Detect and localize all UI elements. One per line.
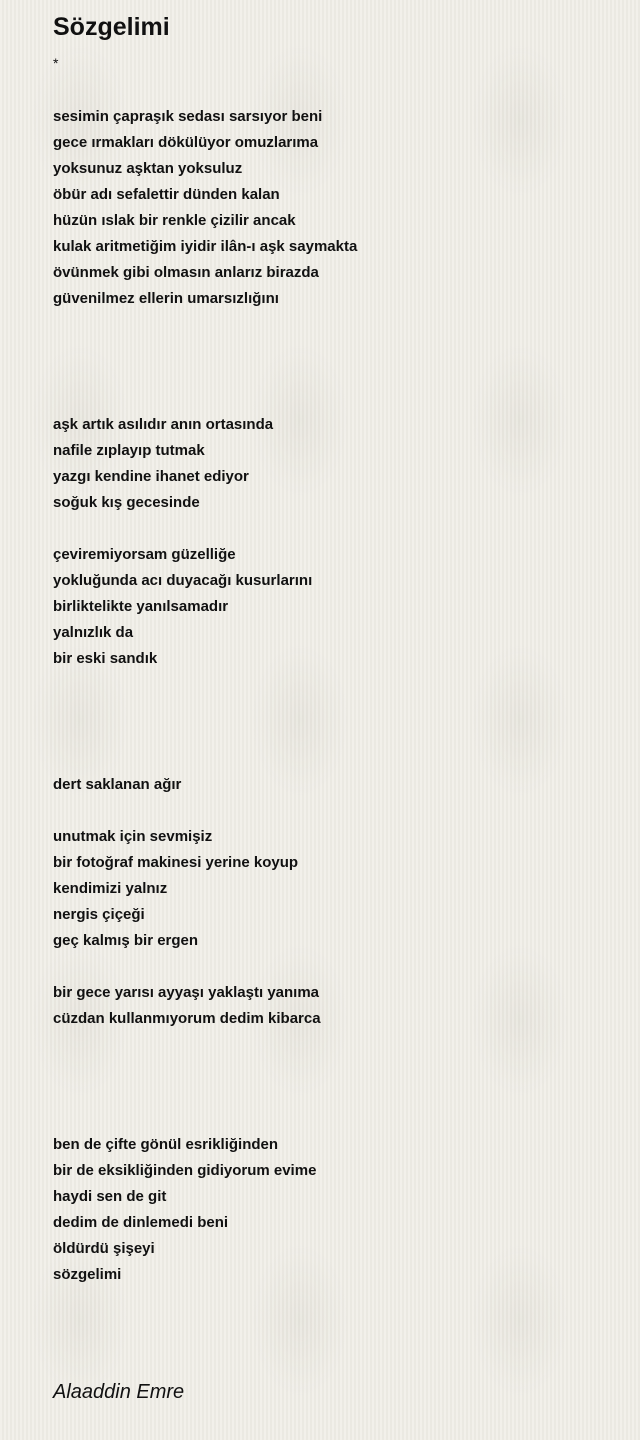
poem-line: soğuk kış gecesinde	[53, 494, 200, 511]
poem-line: yokluğunda acı duyacağı kusurlarını	[53, 572, 313, 589]
poem-line: bir gece yarısı ayyaşı yaklaştı yanıma	[53, 984, 320, 1001]
stanza-6	[53, 980, 613, 1032]
poem-line: unutmak için sevmişiz	[53, 828, 213, 845]
poem-line: öbür adı sefalettir dünden kalan	[53, 186, 280, 203]
poem-line: yoksunuz aşktan yoksuluz	[53, 160, 243, 177]
stanza-7	[53, 1132, 613, 1288]
poem-line: aşk artık asılıdır anın ortasında	[53, 416, 274, 433]
poem-line: hüzün ıslak bir renkle çizilir ancak	[53, 212, 296, 229]
poem-line: dert saklanan ağır	[53, 776, 182, 793]
poem-line: kendimizi yalnız	[53, 880, 168, 897]
poem-line: haydi sen de git	[53, 1188, 167, 1205]
poem-marker: *	[53, 55, 59, 71]
stanza-3	[53, 542, 613, 672]
poem-line: övünmek gibi olmasın anlarız birazda	[53, 264, 319, 281]
poem-line: bir eski sandık	[53, 650, 158, 667]
poem-line: yazgı kendine ihanet ediyor	[53, 468, 249, 485]
poem-body	[53, 104, 613, 1288]
poem-line: kulak aritmetiğim iyidir ilân-ı aşk saymakta	[53, 238, 358, 255]
poem-author: Alaaddin Emre	[53, 1381, 185, 1403]
stanza-gap	[53, 1032, 613, 1132]
poem-line: öldürdü şişeyi	[53, 1240, 155, 1257]
poem-line: bir de eksikliğinden gidiyorum evime	[53, 1162, 317, 1179]
stanza-gap	[53, 312, 613, 412]
poem-line: çeviremiyorsam güzelliğe	[53, 546, 236, 563]
poem-line: nergis çiçeği	[53, 906, 145, 923]
poem-line: bir fotoğraf makinesi yerine koyup	[53, 854, 299, 871]
poem-line: ben de çifte gönül esrikliğinden	[53, 1136, 279, 1153]
poem-line: gece ırmakları dökülüyor omuzlarıma	[53, 134, 319, 151]
poem-line: sesimin çapraşık sedası sarsıyor beni	[53, 108, 323, 125]
stanza-1	[53, 104, 613, 312]
stanza-gap	[53, 516, 613, 542]
stanza-gap	[53, 672, 613, 772]
poem-title: Sözgelimi	[53, 13, 170, 41]
poem-line: cüzdan kullanmıyorum dedim kibarca	[53, 1010, 321, 1027]
poem-line: birliktelikte yanılsamadır	[53, 598, 229, 615]
stanza-2	[53, 412, 613, 516]
poem-line: geç kalmış bir ergen	[53, 932, 199, 949]
poem-line: güvenilmez ellerin umarsızlığını	[53, 290, 279, 307]
poem-line: nafile zıplayıp tutmak	[53, 442, 205, 459]
stanza-4	[53, 772, 613, 798]
stanza-gap	[53, 954, 613, 980]
stanza-5	[53, 824, 613, 954]
poem-line: dedim de dinlemedi beni	[53, 1214, 229, 1231]
poem-line: sözgelimi	[53, 1266, 122, 1283]
poem-line: yalnızlık da	[53, 624, 134, 641]
stanza-gap	[53, 798, 613, 824]
